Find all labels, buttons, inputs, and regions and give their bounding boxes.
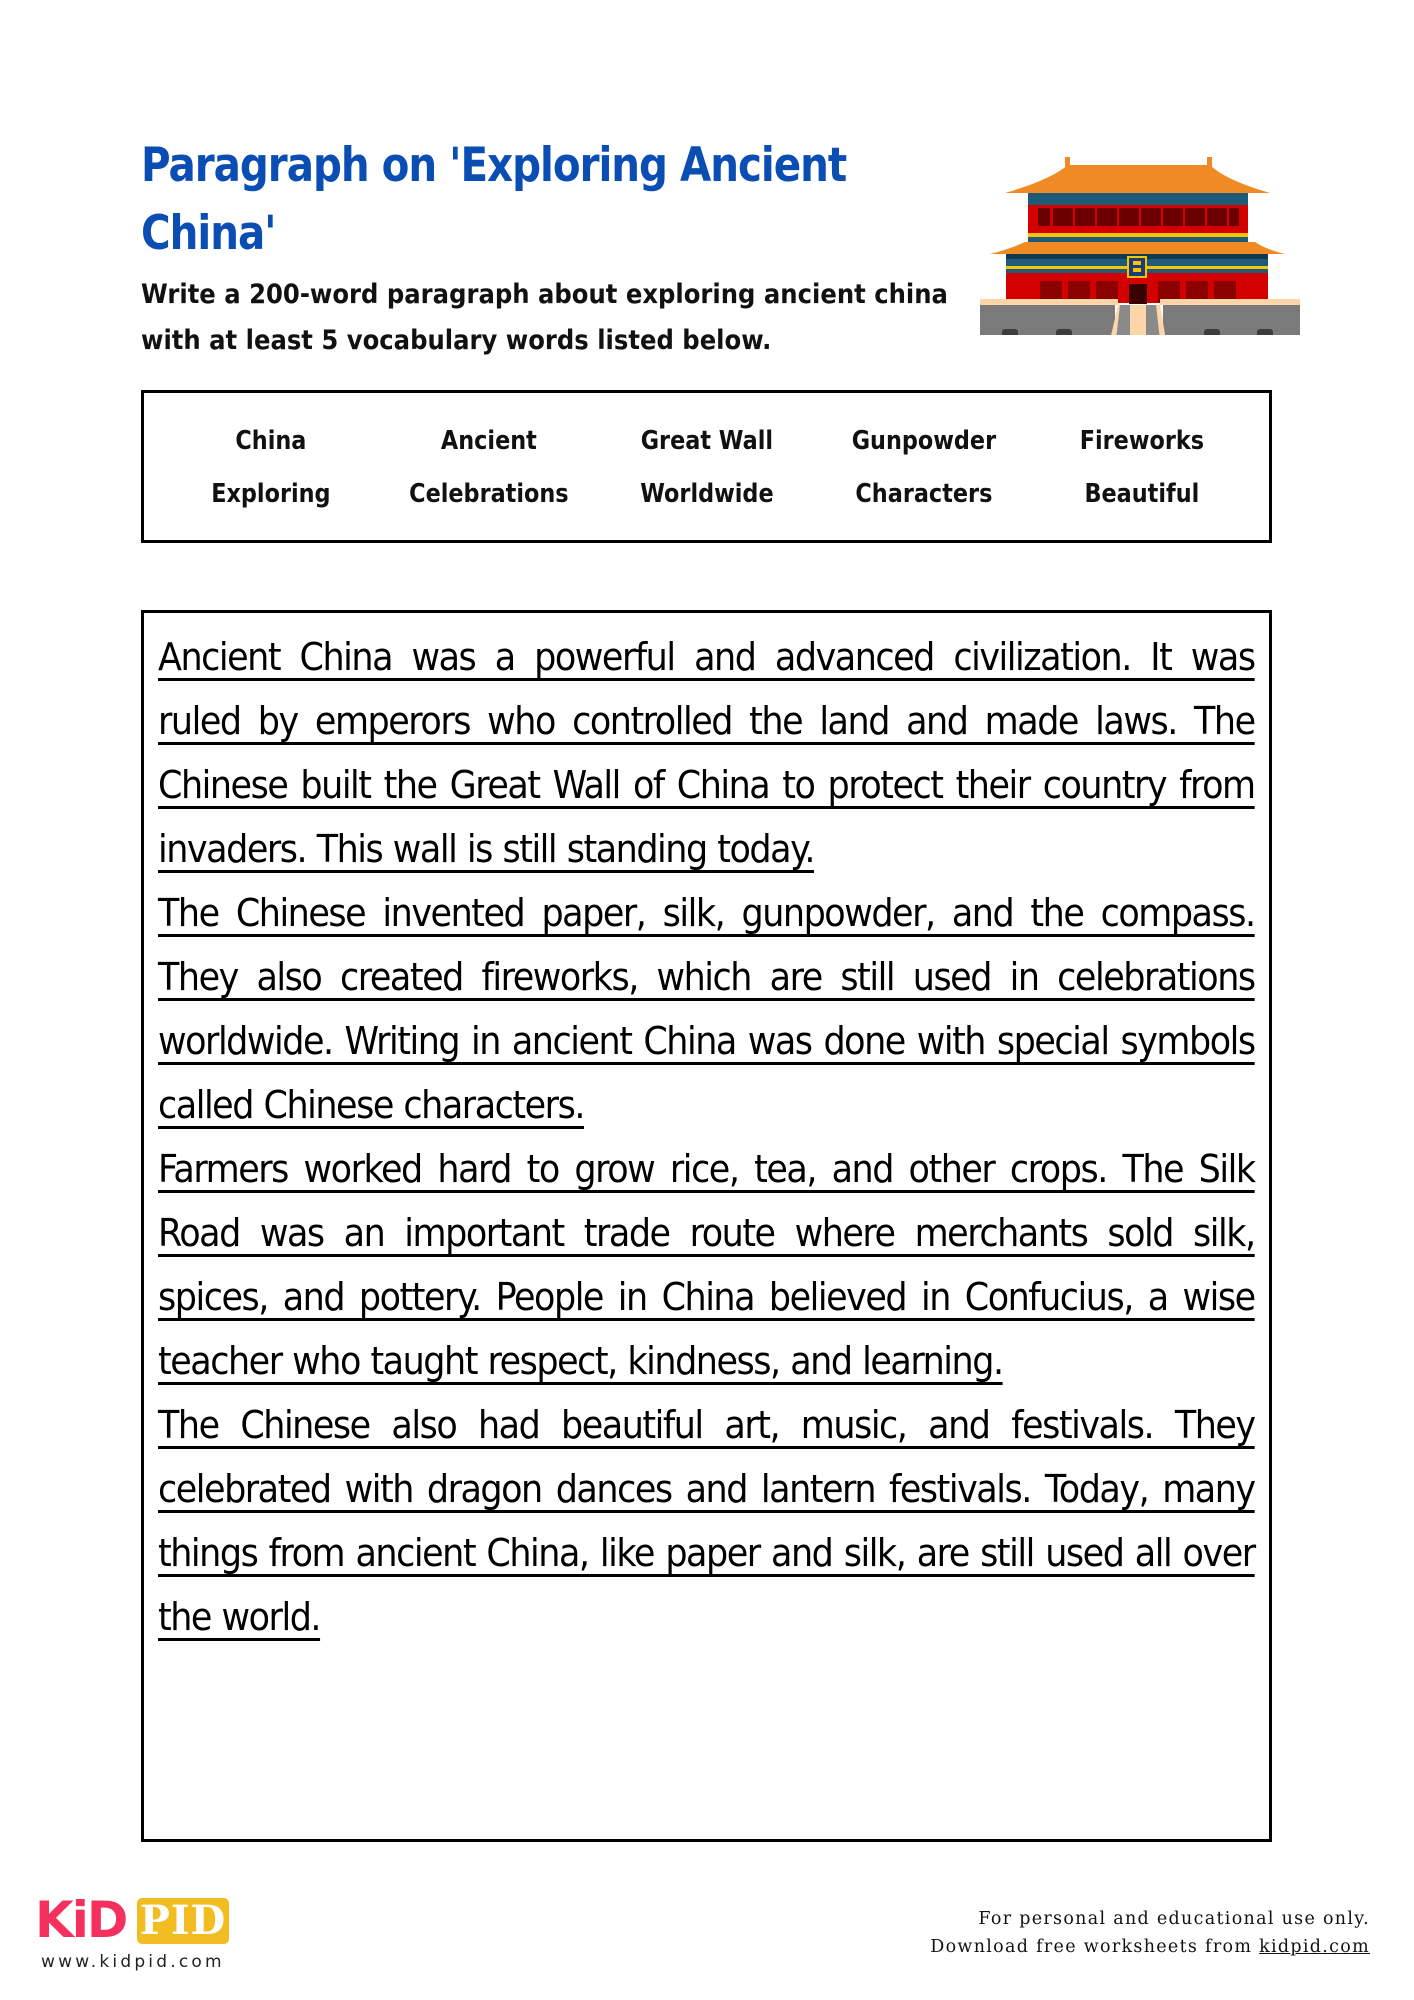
paragraph-2: The Chinese invented paper, silk, gunpowder, and the compass. They also created fireworks, which are still used in celebrations worldwide. Writing in ancient China was done with special symbols called Chinese characters.	[158, 891, 1255, 1127]
paragraph-1: Ancient China was a powerful and advanced civilization. It was ruled by emperors who controlled the land and made laws. The Chinese built the Great Wall of China to protect their country from invaders. This wall is still standing today.	[158, 635, 1255, 871]
footer-note	[930, 1905, 1370, 1961]
worksheet-title: Paragraph on 'Exploring Ancient China'	[141, 138, 847, 261]
logo-pid-badge: PID	[137, 1898, 229, 1944]
kidpid-link[interactable]: kidpid.com	[1259, 1937, 1370, 1957]
vocab-word: China	[235, 426, 307, 457]
paragraph-3: Farmers worked hard to grow rice, tea, and other crops. The Silk Road was an important trade route where merchants sold silk, spices, and pottery. People in China believed in Confucius, a wise teacher who taught respect, kindness, and learning.	[158, 1147, 1255, 1383]
logo-url: www.kidpid.com	[41, 1952, 225, 1972]
footer-usage-note: For personal and educational use only.	[978, 1909, 1370, 1929]
vocab-word: Ancient	[440, 426, 537, 457]
paragraph-box	[141, 610, 1272, 1842]
vocab-word: Gunpowder	[852, 426, 997, 457]
kidpid-logo[interactable]	[35, 1892, 235, 1982]
vocab-word: Fireworks	[1079, 426, 1205, 457]
vocab-word: Worldwide	[639, 478, 774, 509]
paragraph-text	[158, 625, 1255, 1649]
worksheet-instructions: Write a 200-word paragraph about exploring ancient china with at least 5 vocabulary words listed below.	[141, 279, 948, 356]
chinese-temple-icon	[980, 135, 1300, 335]
vocab-word: Exploring	[211, 478, 331, 509]
vocab-word: Celebrations	[408, 478, 569, 509]
vocabulary-box	[141, 390, 1272, 543]
logo-kid-text: KiD	[35, 1891, 127, 1949]
vocab-word: Characters	[855, 478, 993, 509]
vocab-word: Beautiful	[1084, 478, 1200, 509]
vocab-word: Great Wall	[640, 426, 773, 457]
paragraph-4: The Chinese also had beautiful art, music, and festivals. They celebrated with dragon dances and lantern festivals. Today, many things from ancient China, like paper and silk, are still used all over the world.	[158, 1403, 1255, 1639]
footer-download-prefix: Download free worksheets from	[930, 1937, 1260, 1957]
footer-download-line	[930, 1933, 1370, 1961]
